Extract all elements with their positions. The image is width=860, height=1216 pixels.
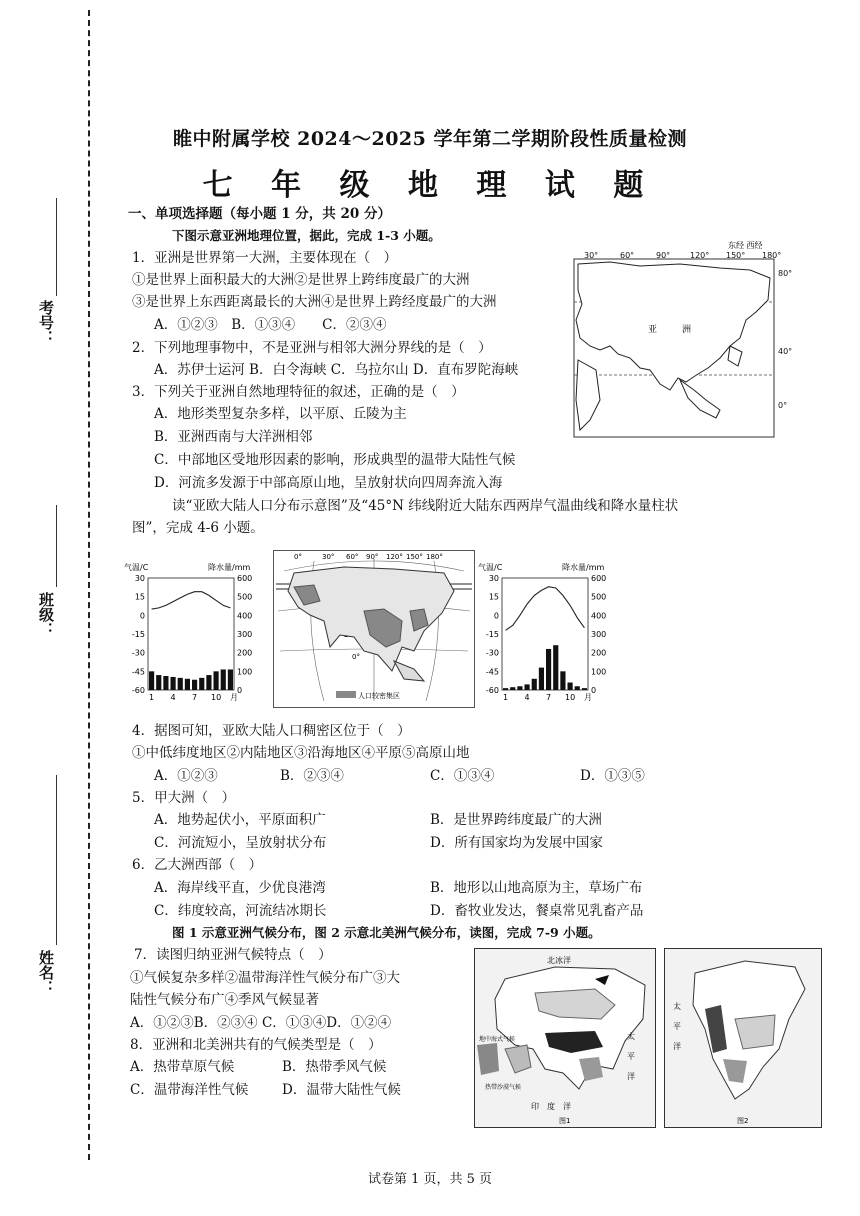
month-tick-label: 10 xyxy=(210,693,222,702)
question-8-option-d: D．温带大陆性气候 xyxy=(282,1082,401,1098)
month-unit-label: 月 xyxy=(584,693,592,702)
month-tick-label: 7 xyxy=(192,693,198,702)
temperature-curve xyxy=(152,592,231,609)
precip-bar xyxy=(525,684,530,690)
temp-tick-label: -15 xyxy=(485,630,499,639)
month-tick-label: 1 xyxy=(503,693,509,702)
arctic-label: 北冰洋 xyxy=(547,956,571,965)
section-heading: 一、单项选择题（每小题 1 分，共 20 分） xyxy=(128,206,391,222)
svg-text:0°: 0° xyxy=(352,653,360,661)
question-8: 8．亚洲和北美洲共有的气候类型是（ ） xyxy=(130,1037,382,1053)
intro-1-3: 下图示意亚洲地理位置，据此，完成 1-3 小题。 xyxy=(172,228,441,243)
temp-tick-label: 0 xyxy=(139,611,145,621)
question-3: 3．下列关于亚洲自然地理特征的叙述，正确的是（ ） xyxy=(132,384,465,400)
climate-chart-west-svg xyxy=(122,560,272,708)
question-5-option-d: D．所有国家均为发展中国家 xyxy=(430,835,603,851)
temp-tick-label: -60 xyxy=(485,686,499,695)
month-tick-label: 4 xyxy=(524,693,530,702)
svg-text:30°: 30° xyxy=(322,553,335,561)
month-unit-label: 月 xyxy=(230,693,238,702)
figure-1-caption: 图1 xyxy=(559,1117,571,1125)
precip-bar xyxy=(553,645,558,690)
precip-bar xyxy=(221,669,226,690)
north-america-climate-map xyxy=(664,948,822,1128)
question-5: 5．甲大洲（ ） xyxy=(132,790,236,806)
question-6-option-a: A．海岸线平直，少优良港湾 xyxy=(154,880,326,896)
precip-tick-label: 400 xyxy=(237,611,253,621)
question-7: 7．读图归纳亚洲气候特点（ ） xyxy=(134,947,332,963)
precip-bar xyxy=(582,688,587,690)
precip-bar xyxy=(163,676,168,690)
exam-no-label: 考号： xyxy=(37,300,55,345)
svg-text:180°: 180° xyxy=(426,553,443,561)
climate-chart-west xyxy=(122,560,272,708)
question-1: 1．亚洲是世界第一大洲，主要体现在（ ） xyxy=(132,250,398,266)
page-footer: 试卷第 1 页，共 5 页 xyxy=(367,1172,493,1187)
precip-bar xyxy=(568,683,573,690)
question-5-option-a: A．地势起伏小，平原面积广 xyxy=(154,812,326,828)
precip-tick-label: 300 xyxy=(591,630,607,639)
svg-text:180°: 180° xyxy=(762,251,782,260)
asia-label-1: 亚 xyxy=(648,325,658,335)
temp-tick-label: 30 xyxy=(134,574,145,583)
question-8-option-c: C．温带海洋性气候 xyxy=(130,1082,249,1098)
precip-tick-label: 500 xyxy=(237,592,253,602)
asia-climate-map xyxy=(474,948,656,1128)
precip-tick-label: 200 xyxy=(591,648,607,658)
precip-bar xyxy=(192,680,197,690)
precip-bar xyxy=(199,678,204,690)
precip-bar xyxy=(532,679,537,690)
svg-text:60°: 60° xyxy=(620,251,635,260)
pacific-left-2: 平 xyxy=(673,1022,681,1031)
temp-tick-label: -45 xyxy=(131,667,145,677)
question-1-options: A．①②③ B．①③④ C．②③④ xyxy=(154,317,387,333)
question-7-options: A．①②③B．②③④ C．①③④D．①②④ xyxy=(130,1015,392,1031)
precip-tick-label: 300 xyxy=(237,630,253,639)
pacific-label-3: 洋 xyxy=(627,1072,635,1081)
question-3-option-a: A．地形类型复杂多样，以平原、丘陵为主 xyxy=(154,406,407,422)
svg-text:120°: 120° xyxy=(386,553,403,561)
precip-bar xyxy=(178,678,183,690)
precip-tick-label: 600 xyxy=(237,574,253,583)
precip-bar xyxy=(171,677,176,690)
temp-tick-label: -30 xyxy=(485,648,499,658)
question-4-option-a: A．①②③ xyxy=(154,768,218,784)
question-4-option-c: C．①③④ xyxy=(430,768,495,784)
svg-text:40°: 40° xyxy=(778,347,793,356)
month-tick-label: 4 xyxy=(170,693,176,702)
mediterranean-label: 地中海式气候 xyxy=(479,1036,516,1043)
temp-axis-label: 气温/C xyxy=(478,563,503,572)
question-4: 4．据图可知，亚欧大陆人口稠密区位于（ ） xyxy=(132,723,411,739)
question-3-option-d: D．河流多发源于中部高原山地，呈放射状向四周奔流入海 xyxy=(154,475,503,491)
svg-text:90°: 90° xyxy=(366,553,379,561)
svg-text:0°: 0° xyxy=(294,553,302,561)
precip-bar xyxy=(156,675,161,690)
temp-tick-label: 15 xyxy=(134,592,145,602)
precip-bar xyxy=(149,671,154,690)
question-6-option-c: C．纬度较高，河流结冰期长 xyxy=(154,903,327,919)
svg-text:120°: 120° xyxy=(690,251,710,260)
temp-tick-label: 15 xyxy=(488,592,499,602)
precip-bar xyxy=(510,687,515,690)
class-blank[interactable] xyxy=(56,505,57,587)
precip-axis-label: 降水量/mm xyxy=(562,563,605,572)
question-6: 6．乙大洲西部（ ） xyxy=(132,857,263,873)
name-blank[interactable] xyxy=(56,775,57,945)
temp-axis-label: 气温/C xyxy=(124,563,149,572)
precip-tick-label: 600 xyxy=(591,574,607,583)
precip-bar xyxy=(206,675,211,690)
school-title: 睢中附属学校 2024～2025 学年第二学期阶段性质量检测 xyxy=(173,128,687,150)
precip-bar xyxy=(517,686,522,690)
svg-text:90°: 90° xyxy=(656,251,671,260)
name-label: 姓名： xyxy=(37,950,55,995)
question-4-option-d: D．①③⑤ xyxy=(580,768,645,784)
precip-tick-label: 100 xyxy=(237,667,253,677)
question-1-line1: ①是世界上面积最大的大洲②是世界上跨纬度最广的大洲 xyxy=(132,272,470,288)
precip-bar xyxy=(560,671,565,690)
question-1-line2: ③是世界上东西距离最长的大洲④是世界上跨经度最广的大洲 xyxy=(132,294,497,310)
climate-chart-east xyxy=(476,560,626,708)
svg-text:60°: 60° xyxy=(346,553,359,561)
question-2: 2．下列地理事物中，不是亚洲与相邻大洲分界线的是（ ） xyxy=(132,340,492,356)
svg-text:80°: 80° xyxy=(778,269,793,278)
precip-tick-label: 500 xyxy=(591,592,607,602)
precip-tick-label: 400 xyxy=(591,611,607,621)
question-5-option-c: C．河流短小，呈放射状分布 xyxy=(154,835,327,851)
asia-location-map xyxy=(570,241,806,438)
climate-chart-east-svg xyxy=(476,560,626,708)
question-7-line1: ①气候复杂多样②温带海洋性气候分布广③大 xyxy=(130,970,400,986)
intro-4-6-line2: 图”，完成 4-6 小题。 xyxy=(132,520,264,536)
precip-bar xyxy=(185,679,190,690)
pacific-left-3: 洋 xyxy=(673,1042,681,1051)
precip-tick-label: 0 xyxy=(237,686,243,695)
temp-tick-label: -30 xyxy=(131,648,145,658)
precip-bar xyxy=(214,671,219,690)
temp-tick-label: 30 xyxy=(488,574,499,583)
question-8-option-a: A．热带草原气候 xyxy=(130,1059,235,1075)
question-7-line2: 陆性气候分布广④季风气候显著 xyxy=(130,992,319,1008)
indian-ocean-label: 印 度 洋 xyxy=(531,1102,571,1111)
plot-frame xyxy=(502,578,588,690)
pacific-left-1: 太 xyxy=(673,1002,681,1011)
question-6-option-d: D．畜牧业发达，餐桌常见乳畜产品 xyxy=(430,903,644,919)
svg-text:0°: 0° xyxy=(778,401,788,410)
class-label: 班级： xyxy=(37,592,55,637)
svg-text:150°: 150° xyxy=(406,553,423,561)
question-2-options: A．苏伊士运河 B．白令海峡 C．乌拉尔山 D．直布罗陀海峡 xyxy=(154,362,519,378)
temp-tick-label: -15 xyxy=(131,630,145,639)
month-tick-label: 10 xyxy=(564,693,576,702)
precip-tick-label: 200 xyxy=(237,648,253,658)
asia-label-2: 洲 xyxy=(682,325,692,335)
precip-bar xyxy=(503,688,508,690)
question-3-option-b: B．亚洲西南与大洋洲相邻 xyxy=(154,429,313,445)
precip-bar xyxy=(228,669,233,690)
population-legend: 人口较密集区 xyxy=(358,692,400,700)
precip-bar xyxy=(539,668,544,690)
svg-text:150°: 150° xyxy=(726,251,746,260)
question-8-option-b: B．热带季风气候 xyxy=(282,1059,387,1075)
question-3-option-c: C．中部地区受地形因素的影响，形成典型的温带大陆性气候 xyxy=(154,452,516,468)
exam-no-blank[interactable] xyxy=(56,198,57,296)
lon-header: 东经 西经 xyxy=(728,241,763,250)
temp-tick-label: -45 xyxy=(485,667,499,677)
month-tick-label: 7 xyxy=(546,693,552,702)
month-tick-label: 1 xyxy=(149,693,155,702)
subject-title: 七 年 级 地 理 试 题 xyxy=(202,168,658,203)
precip-bar xyxy=(546,649,551,690)
svg-text:30°: 30° xyxy=(584,251,599,260)
temperature-curve xyxy=(506,587,585,631)
eurasia-population-map xyxy=(273,550,475,708)
precip-tick-label: 100 xyxy=(591,667,607,677)
intro-4-6-line1: 读“亚欧大陆人口分布示意图”及“45°N 纬线附近大陆东西两岸气温曲线和降水量柱状 xyxy=(172,498,679,514)
question-4-option-b: B．②③④ xyxy=(280,768,344,784)
pacific-label-2: 平 xyxy=(627,1052,635,1061)
question-6-option-b: B．地形以山地高原为主，草场广布 xyxy=(430,880,643,896)
precip-bar xyxy=(575,686,580,690)
question-5-option-b: B．是世界跨纬度最广的大洲 xyxy=(430,812,602,828)
figure-2-caption: 图2 xyxy=(737,1117,749,1125)
precip-axis-label: 降水量/mm xyxy=(208,563,251,572)
desert-label: 热带沙漠气候 xyxy=(485,1084,522,1091)
question-4-line1: ①中低纬度地区②内陆地区③沿海地区④平原⑤高原山地 xyxy=(132,745,470,761)
precip-tick-label: 0 xyxy=(591,686,597,695)
temp-tick-label: -60 xyxy=(131,686,145,695)
pacific-label-1: 太 xyxy=(627,1032,635,1041)
intro-7-9: 图 1 示意亚洲气候分布，图 2 示意北美洲气候分布，读图，完成 7-9 小题。 xyxy=(172,925,601,940)
temp-tick-label: 0 xyxy=(493,611,499,621)
